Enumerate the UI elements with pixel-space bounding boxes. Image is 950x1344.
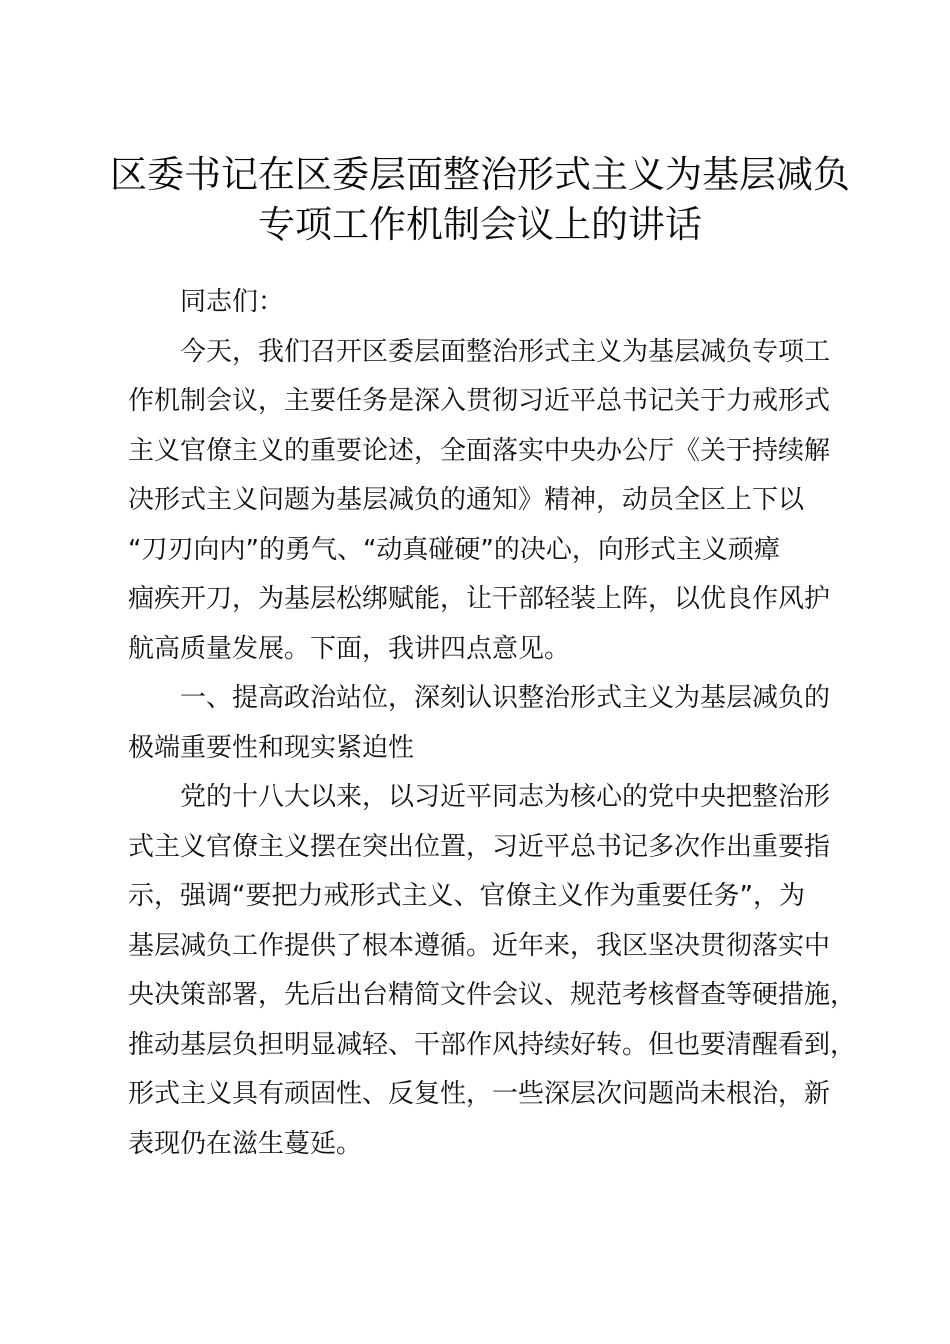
salutation: [128, 278, 838, 328]
paragraph-line: 党的十八大以来，以习近平同志为核心的党中央把整治形: [180, 782, 831, 812]
paragraph-line: “刀刃向内”的勇气、“动真碰硬”的决心，向形式主义顽瘴: [128, 534, 780, 565]
salutation-text: 同志们：: [180, 287, 285, 317]
paragraph-line: 航高质量发展。下面，我讲四点意见。: [128, 633, 571, 664]
heading-line: 一、提高政治站位，深刻认识整治形式主义为基层减负的: [180, 683, 831, 713]
heading-line: 极端重要性和现实紧迫性: [128, 732, 415, 763]
paragraph-section-1: [128, 773, 857, 1169]
document-body: [128, 278, 857, 1169]
paragraph-line: 推动基层负担明显减轻、干部作风持续好转。但也要清醒看到，: [128, 1029, 857, 1060]
title-line-1: 区委书记在区委层面整治形式主义为基层减负: [110, 153, 850, 196]
paragraph-line: 央决策部署，先后出台精简文件会议、规范考核督查等硬措施，: [128, 980, 857, 1010]
paragraph-line: 决形式主义问题为基层减负的通知》精神，动员全区上下以: [128, 485, 805, 515]
section-heading-1: [128, 674, 838, 773]
document-title: [110, 150, 850, 250]
paragraph-line: 式主义官僚主义摆在突出位置，习近平总书记多次作出重要指: [128, 831, 831, 862]
paragraph-line: 形式主义具有顽固性、反复性，一些深层次问题尚未根治，新: [128, 1079, 831, 1109]
paragraph-intro: [128, 328, 838, 675]
paragraph-line: 表现仍在滋生蔓延。: [128, 1128, 363, 1159]
title-line-2: 专项工作机制会议上的讲话: [258, 203, 702, 246]
paragraph-line: 基层减负工作提供了根本遵循。近年来，我区坚决贯彻落实中: [128, 930, 831, 961]
paragraph-line: 示，强调“要把力戒形式主义、官僚主义作为重要任务”，为: [128, 881, 805, 911]
paragraph-line: 今天，我们召开区委层面整治形式主义为基层减负专项工: [180, 336, 831, 367]
paragraph-line: 痼疾开刀，为基层松绑赋能，让干部轻装上阵，以优良作风护: [128, 584, 831, 614]
paragraph-line: 主义官僚主义的重要论述，全面落实中央办公厅《关于持续解: [128, 435, 831, 466]
paragraph-line: 作机制会议，主要任务是深入贯彻习近平总书记关于力戒形式: [128, 386, 831, 416]
